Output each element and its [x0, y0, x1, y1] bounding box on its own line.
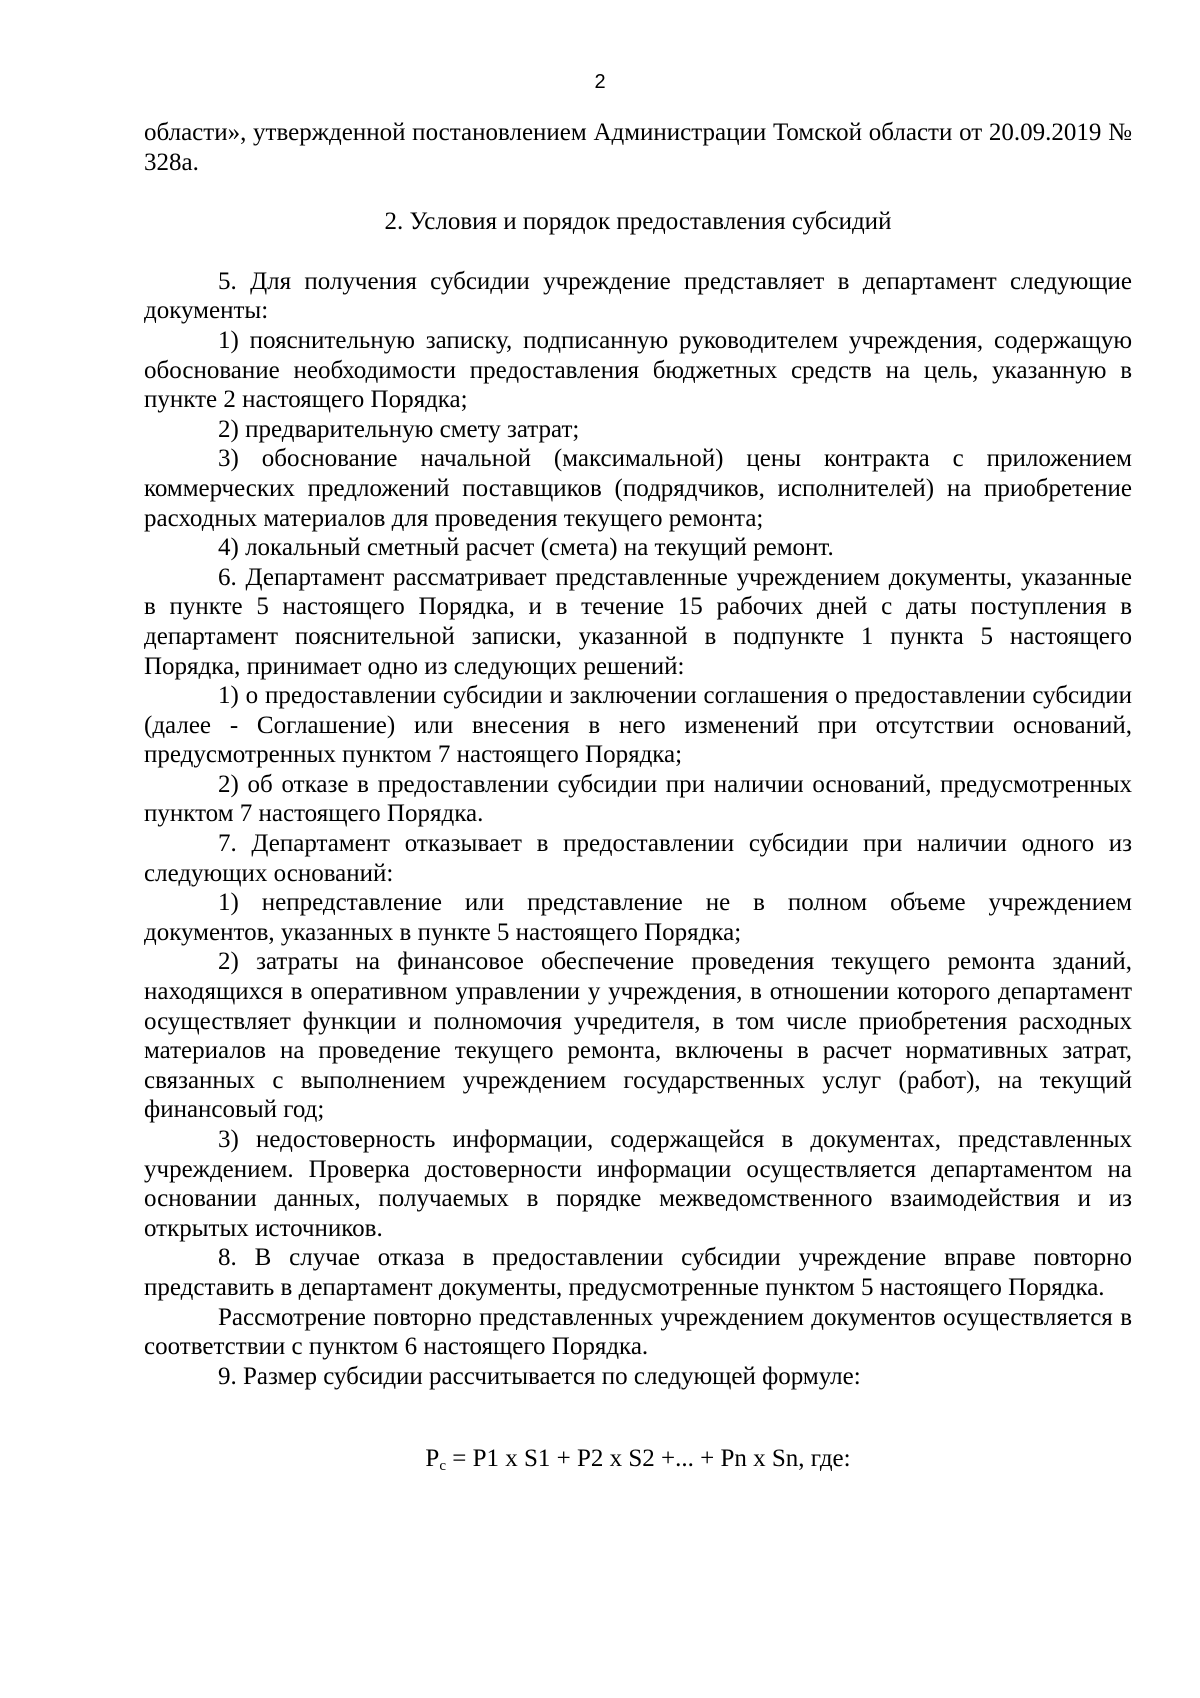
paragraph-5-item-1: 1) пояснительную записку, подписанную руководителем учреждения, содержащую обоснование необходимости предоставления бюджетных средств на цель, указанную в пункте 2 настоящего Порядка;	[144, 326, 1132, 414]
paragraph-7: 7. Департамент отказывает в предоставлении субсидии при наличии одного из следующих оснований:	[144, 830, 1132, 887]
paragraph-8-continued: Рассмотрение повторно представленных учреждением документов осуществляется в соответствии с пунктом 6 настоящего Порядка.	[144, 1303, 1132, 1361]
paragraph-7-item-2: 2) затраты на финансовое обеспечение проведения текущего ремонта зданий, находящихся в оперативном управлении у учреждения, в отношении которого департамент осуществляет функции и полномочия учредителя, в том числе приобретения расходных материалов на проведение текущего ремонта, включены в расчет нормативных затрат, связанных с выполнением учреждением государственных услуг (работ), на текущий финансовый год;	[144, 948, 1132, 1124]
paragraph-8: 8. В случае отказа в предоставлении субсидии учреждение вправе повторно представить в департамент документы, предусмотренные пунктом 5 настоящего Порядка.	[144, 1244, 1132, 1301]
formula-rhs: = P1 x S1 + P2 x S2 +... + Pn x Sn, где:	[445, 1445, 851, 1473]
subsidy-formula	[144, 1444, 1132, 1474]
formula-lhs: P	[425, 1445, 440, 1473]
section-heading: 2. Условия и порядок предоставления субсидий	[384, 208, 892, 236]
paragraph-6-item-2: 2) об отказе в предоставлении субсидии при наличии оснований, предусмотренных пунктом 7 настоящего Порядка.	[144, 770, 1132, 828]
paragraph-7-item-1: 1) непредставление или представление не в полном объеме учреждением документов, указанных в пункте 5 настоящего Порядка;	[144, 889, 1132, 946]
page-number: 2	[594, 71, 606, 93]
paragraph-5-item-2: 2) предварительную смету затрат;	[218, 415, 580, 443]
formula-lhs-subscript: c	[439, 1458, 446, 1475]
paragraph-5-item-3: 3) обоснование начальной (максимальной) цены контракта с приложением коммерческих предложений поставщиков (подрядчиков, исполнителей) на приобретение расходных материалов для проведения текущего ремонта;	[144, 445, 1132, 532]
paragraph-5-item-4: 4) локальный сметный расчет (смета) на текущий ремонт.	[218, 534, 834, 562]
paragraph-5: 5. Для получения субсидии учреждение представляет в департамент следующие документы:	[144, 267, 1132, 325]
intro-paragraph: области», утвержденной постановлением Администрации Томской области от 20.09.2019 № 328а.	[144, 119, 1132, 176]
document-body	[144, 118, 1132, 1474]
paragraph-7-item-3: 3) недостоверность информации, содержащейся в документах, представленных учреждением. Проверка достоверности информации осуществляется департаментом на основании данных, получаемых в порядке межведомственного взаимодействия и из открытых источников.	[144, 1126, 1132, 1242]
paragraph-9: 9. Размер субсидии рассчитывается по следующей формуле:	[218, 1362, 861, 1390]
paragraph-6: 6. Департамент рассматривает представленные учреждением документы, указанные в пункте 5 настоящего Порядка, и в течение 15 рабочих дней с даты поступления в департамент пояснительной записки, указанной в подпункте 1 пункта 5 настоящего Порядка, принимает одно из следующих решений:	[144, 563, 1132, 680]
paragraph-6-item-1: 1) о предоставлении субсидии и заключении соглашения о предоставлении субсидии (далее - Соглашение) или внесения в него изменений при отсутствии оснований, предусмотренных пунктом 7 настоящего Порядка;	[144, 682, 1132, 769]
